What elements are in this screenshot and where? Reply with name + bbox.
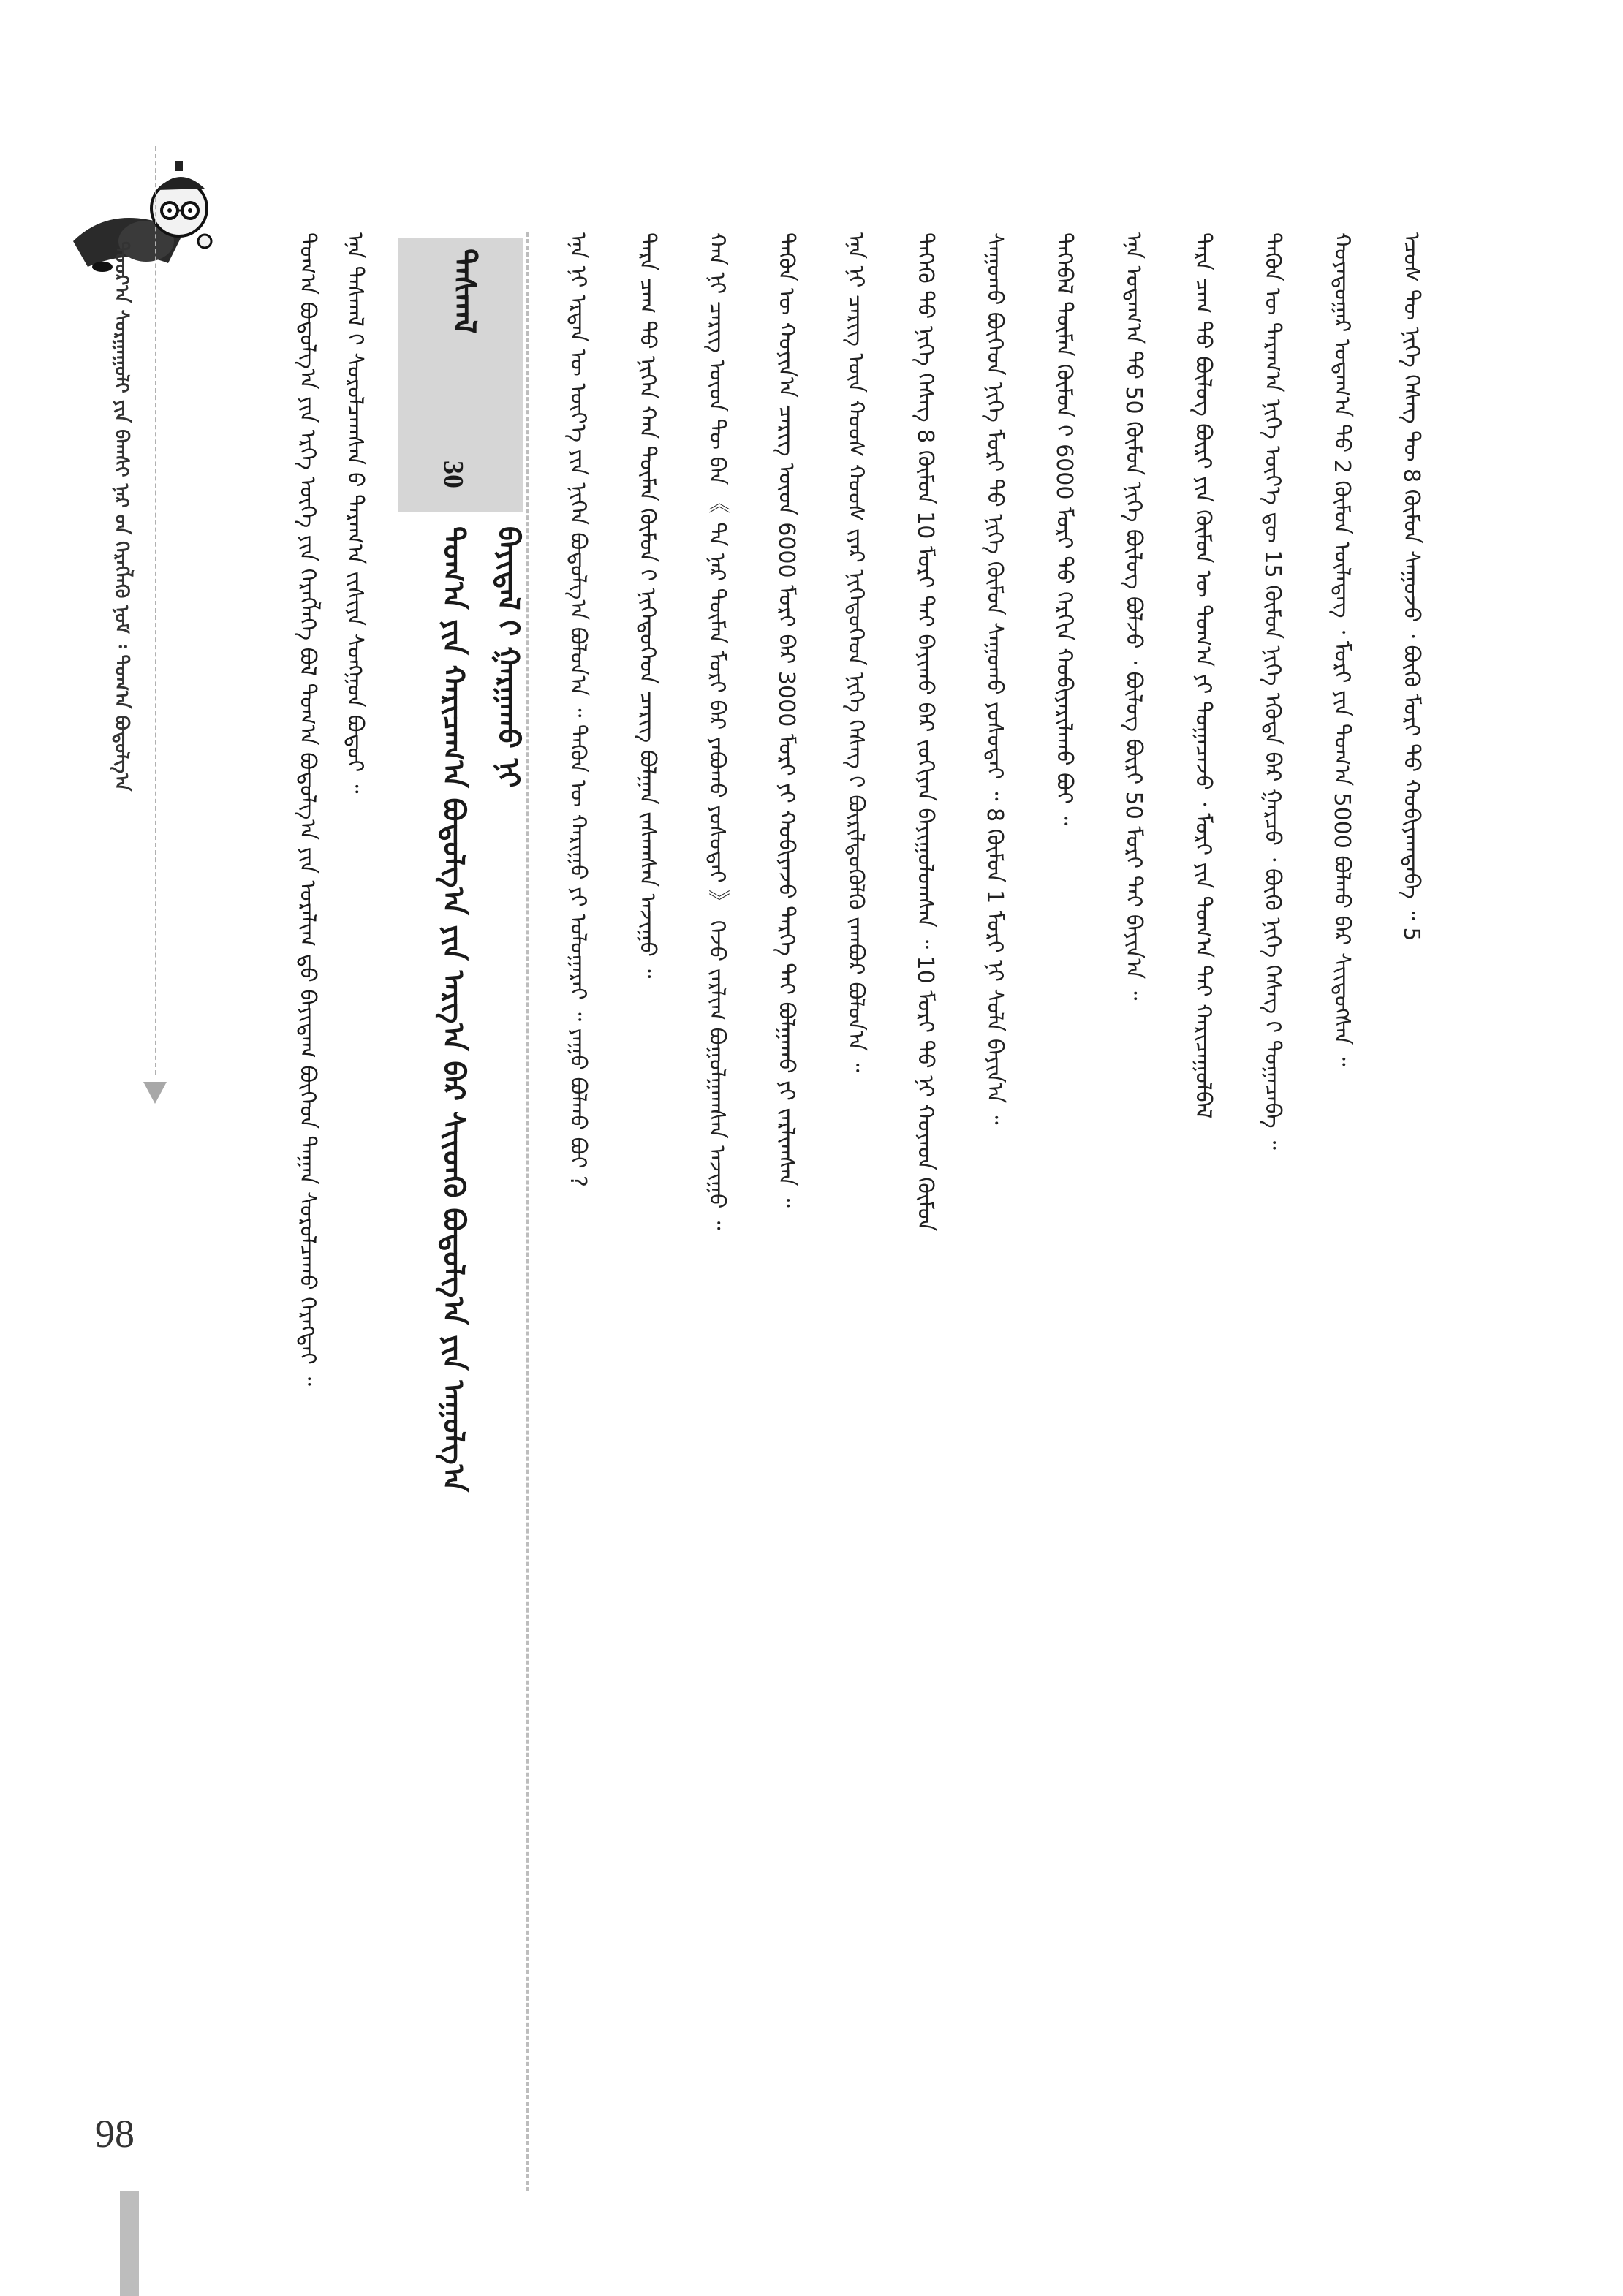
page-edge-tab — [120, 2191, 139, 2296]
exercise-title-line-1: ᠲᠣᠭ᠎ᠠ ᠶᠢᠨ ᠬᠠᠷᠢᠴᠠᠭ᠎ᠠ ᠪᠣᠳᠣᠯᠭ᠎ᠠ ᠶᠢᠨ ᠠᠷᠭ᠎ᠠ ᠪᠠᠷ ᠰᠢᠢᠳᠬᠦ ᠪᠣᠳᠣᠯᠭ᠎ᠠ ᠶᠢᠨ ᠠᠭᠤᠯᠭ᠎ᠠ — [436, 526, 470, 1492]
body-line: ᠲᠡᠷᠡ ᠴᠠᠭ ᠲᠤ᠌ ᠨᠢᠭᠡᠨ ᠬᠠᠨ ᠲᠦᠮᠡᠨ ᠬᠦᠮᠦᠨ ᠢ᠋ ᠨᠢᠭᠡᠳᠦᠭᠡᠳ ᠴᠡᠷᠢᠭ ᠪᠣᠯᠭᠠᠨ ᠵᠠᠰᠠᠭᠰᠠᠨ ᠠᠵᠢᠭᠤ ᠃ — [635, 232, 660, 979]
body-line: ᠡᠨᠡ ᠨᠢ ᠡᠷᠲᠡᠨ ᠦ ᠦᠶ᠎ᠡ ᠶᠢᠨ ᠨᠢᠭᠡᠨ ᠪᠣᠳᠣᠯᠭ᠎ᠠ ᠪᠣᠯᠤᠨ᠎ᠠ ᠃ ᠲᠡᠭᠦᠨ ᠦ ᠬᠠᠷᠢᠭᠤ ᠶᠢ ᠣᠯᠤᠭᠠᠷᠠᠢ ᠃ ᠶᠠᠭᠤ ᠪᠣᠯᠬᠤ ᠪᠤᠢ ? — [565, 232, 591, 1187]
body-line: ᠡᠨᠡ ᠨᠢ ᠴᠡᠷᠢᠭ ᠦᠨ ᠬᠣᠣᠰ ᠬᠣᠣᠰ ᠢ᠋ᠶᠠᠷ ᠨᠢᠭᠡᠳᠦᠭᠡᠳ ᠨᠢᠭᠡ ᠬᠡᠰᠡᠭ ᠢ᠋ ᠪᠦᠷᠢᠯᠳᠦᠭᠦᠯᠬᠦ ᠵᠠᠭᠪᠤᠷ ᠪᠣᠯᠤᠨ᠎ᠠ ᠃ — [843, 232, 869, 1073]
body-line: ᠲᠡᠭᠡᠬᠦ ᠳᠤ᠌ ᠨᠢᠭᠡ ᠬᠡᠰᠡᠭ 8 ᠬᠦᠮᠦᠨ 10 ᠮᠣᠷᠢ ᠲᠠᠢ ᠪᠠᠶᠢᠬᠤ ᠪᠠᠷ ᠵᠣᠬᠢᠶᠠᠨ ᠪᠠᠶᠢᠭᠤᠯᠤᠭᠰᠠᠨ ᠃ 10 ᠮᠣᠷᠢ ᠳᠤ᠌ ᠨᠢ ᠬᠣᠶᠠᠳ ᠬᠦᠮᠦᠨ — [912, 232, 938, 1232]
exercise-number: 30 — [438, 461, 469, 488]
body-line: ᠲᠡᠷᠡ ᠴᠠᠭ ᠲᠤ᠌ ᠪᠦᠯᠦᠭ ᠪᠦᠷᠢ ᠶᠢᠨ ᠬᠦᠮᠦᠨ ᠦ ᠲᠣᠭ᠎ᠠ ᠶᠢ ᠲᠣᠭᠠᠴᠠᠵᠤ ᠂ ᠮᠣᠷᠢ ᠶᠢᠨ ᠲᠣᠭ᠎ᠠ ᠲᠠᠢ ᠬᠠᠷᠢᠴᠠᠭᠤᠯᠪᠠᠯ — [1190, 232, 1216, 1119]
exercise-title-line-2: ᠪᠠᠶᠢᠳᠠᠯ ᠢ᠋ ᠭᠠᠷᠭᠠᠬᠤ ᠨᠢ — [491, 526, 525, 788]
section-dashed-separator — [526, 232, 529, 2191]
body-line: ᠰᠠᠭᠤᠬᠤ ᠪᠥᠭᠡᠳ ᠨᠢᠭᠡ ᠮᠣᠷᠢ ᠳᠤ᠌ ᠨᠢᠭᠡ ᠬᠦᠮᠦᠨ ᠰᠠᠭᠤᠬᠤ ᠶᠣᠰᠣᠲᠠᠢ ᠃ 8 ᠬᠦᠮᠦᠨ 1 ᠮᠣᠷᠢ ᠨᠢ ᠰᠤᠯᠠ ᠪᠠᠶᠢᠨ᠎ᠠ ᠃ — [982, 232, 1007, 1125]
body-line: ᠬᠠᠨ ᠨᠢ ᠴᠡᠷᠢᠭ ᠦᠳ ᠲᠦ ᠪᠠᠨ 《 ᠲᠠ ᠨᠠᠷ ᠲᠦᠮᠡᠨ ᠮᠣᠷᠢ ᠪᠠᠷ ᠶᠠᠪᠤᠬᠤ ᠶᠣᠰᠣᠲᠠᠢ 》 ᠭᠡᠵᠦ ᠵᠠᠷᠯᠢᠭ ᠪᠤᠭᠤᠯᠭᠠᠭᠰᠠᠨ ᠠᠵᠢᠭᠤ ᠃ — [704, 232, 730, 1230]
header-dashed-rule — [155, 146, 156, 1075]
exercise-label: ᠳᠠᠰᠬᠠᠯ — [447, 249, 483, 334]
body-line: ᠲᠡᠭᠦᠨ ᠦ ᠳᠠᠷᠠᠭ᠎ᠠ ᠨᠢᠭᠡ ᠦᠶ᠎ᠡ ᠳᠦ 15 ᠬᠦᠮᠦᠨ ᠨᠢᠭᠡ ᠡᠭᠦᠳᠡ ᠪᠡᠷ ᠭᠠᠷᠴᠤ ᠂ ᠪᠦᠬᠦ ᠨᠢᠭᠡ ᠬᠡᠰᠡᠭ ᠢ᠋ ᠲᠣᠭᠠᠴᠠᠪᠠ ᠃ — [1260, 232, 1285, 1150]
body-line: ᠡᠨᠡ ᠤᠳᠠᠭ᠎ᠠ ᠳᠤ᠌ 50 ᠬᠦᠮᠦᠨ ᠨᠢᠭᠡ ᠪᠦᠯᠦᠭ ᠪᠣᠯᠵᠤ ᠂ ᠪᠦᠯᠦᠭ ᠪᠦᠷᠢ 50 ᠮᠣᠷᠢ ᠲᠠᠢ ᠪᠠᠶᠢᠨ᠎ᠠ ᠃ — [1121, 232, 1146, 1001]
page-number: 98 — [95, 2112, 135, 2156]
body-line: ᠬᠣᠶᠠᠳᠤᠭᠠᠷ ᠤᠳᠠᠭ᠎ᠠ ᠳᠤ᠌ 2 ᠬᠦᠮᠦᠨ ᠦᠯᠡᠳᠡᠭ ᠂ ᠮᠣᠷᠢ ᠶᠢᠨ ᠲᠣᠭ᠎ᠠ 5000 ᠪᠣᠯᠬᠤ ᠪᠠᠷ ᠰᠢᠢᠳᠦᠭᠰᠡᠨ ᠃ — [1329, 232, 1355, 1066]
body-line: ᠡᠴᠦᠰ ᠲᠦ ᠨᠢᠭᠡ ᠬᠡᠰᠡᠭ ᠲᠦ 8 ᠬᠦᠮᠦᠨ ᠰᠠᠭᠤᠵᠤ ᠂ ᠪᠦᠬᠦ ᠮᠣᠷᠢ ᠳᠤ᠌ ᠬᠤᠪᠢᠶᠠᠭᠳᠠᠪᠠ ᠃ 5 — [1399, 232, 1424, 941]
body-line: ᠲᠡᠭᠡᠪᠡᠯ ᠲᠦᠮᠡᠨ ᠬᠦᠮᠦᠨ ᠢ᠋ 6000 ᠮᠣᠷᠢ ᠳᠤ᠌ ᠬᠡᠷᠬᠢᠨ ᠬᠤᠪᠢᠶᠠᠷᠢᠯᠠᠬᠤ ᠪᠤᠢ ᠃ — [1051, 232, 1077, 826]
running-header: ᠳᠣᠣᠷ᠎ᠠ ᠰᠤᠷᠭᠠᠭᠤᠯᠢ ᠶᠢᠨ ᠪᠠᠭᠰᠢ ᠨᠠᠷ ᠤ᠋ᠨ ᠬᠡᠷᠡᠭᠯᠡᠬᠦ ᠨᠣᠮ ᠄ ᠲᠣᠭ᠎ᠠ ᠪᠣᠳᠣᠯᠭ᠎ᠠ — [110, 241, 132, 792]
header-triangle-marker — [143, 1082, 167, 1104]
intro-line-2: ᠡᠨᠡ ᠳᠠᠰᠬᠠᠯ ᠢ᠋ ᠰᠤᠷᠤᠯᠴᠠᠭᠰᠠᠨ ᠤ᠋ ᠳᠠᠷᠠᠭ᠎ᠠ ᠵᠢᠱᠢᠶᠡ ᠰᠣᠩᠭᠣᠨ ᠪᠣᠳᠣᠶ ᠃ — [342, 232, 368, 794]
body-line: ᠲᠡᠭᠦᠨ ᠦ ᠬᠣᠶᠢᠨ᠎ᠠ ᠴᠡᠷᠢᠭ ᠦᠳ 6000 ᠮᠣᠷᠢ ᠪᠠᠷ 3000 ᠮᠣᠷᠢ ᠶᠢ ᠬᠤᠪᠢᠶᠠᠵᠤ ᠲᠡᠷᠭᠡ ᠲᠡᠢ ᠪᠣᠯᠭᠠᠬᠤ ᠶᠢ ᠵᠠᠷᠯᠢᠭᠰᠠᠨ ᠃ — [773, 232, 799, 1208]
mascot-illustration — [58, 132, 227, 278]
intro-line-1: ᠲᠣᠭ᠎ᠠ ᠪᠣᠳᠣᠯᠭ᠎ᠠ ᠶᠢᠨ ᠡᠷᠬᠡ ᠦᠭᠡ ᠶᠢᠨ ᠬᠡᠷᠡᠭᠯᠡᠭᠡ ᠪᠣᠯ ᠲᠣᠭ᠎ᠠ ᠪᠣᠳᠣᠯᠭ᠎ᠠ ᠶᠢᠨ ᠤᠷᠠᠯᠢᠭ ᠳ᠋ᠤ᠌ ᠪᠠᠶᠢᠳᠠᠭ ᠪᠥᠭᠡᠳ ᠳᠠᠭᠠᠨ ᠰᠤᠷᠤᠯᠴᠠᠬᠤ ᠬᠡᠷᠡᠭᠲᠡᠢ ᠃ — [295, 232, 320, 1387]
